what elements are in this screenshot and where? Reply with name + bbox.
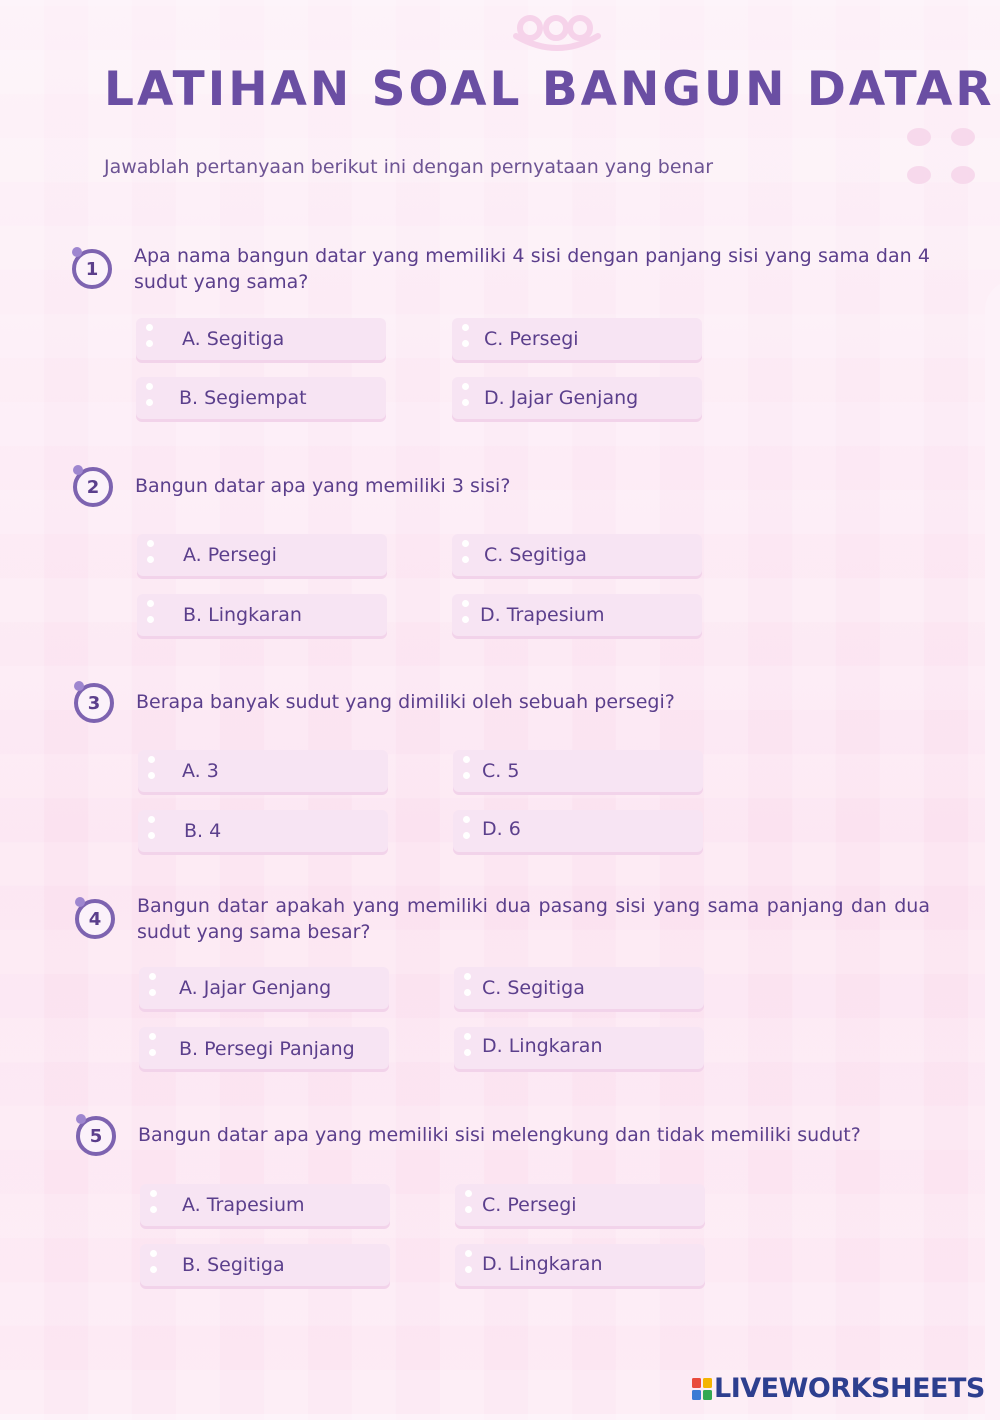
- answer-option-d[interactable]: [454, 1027, 704, 1069]
- question-number-badge: [72, 249, 112, 289]
- option-dots-icon: [150, 1190, 158, 1222]
- bow-decoration-icon: [512, 14, 602, 54]
- instruction-text: Jawablah pertanyaan berikut ini dengan pernyataan yang benar: [104, 156, 714, 178]
- option-label: C. Segitiga: [484, 544, 587, 566]
- option-label: C. 5: [482, 760, 520, 782]
- option-dots-icon: [463, 756, 471, 788]
- option-dots-icon: [463, 816, 471, 848]
- option-dots-icon: [462, 540, 470, 572]
- question-number: 5: [89, 1125, 103, 1147]
- option-label: D. Lingkaran: [482, 1253, 603, 1275]
- answer-option-a[interactable]: [138, 750, 388, 792]
- answer-option-a[interactable]: [140, 1184, 390, 1226]
- question-text: Bangun datar apakah yang memiliki dua pasang sisi yang sama panjang dan dua sudut yang sama besar?: [137, 895, 930, 943]
- option-dots-icon: [148, 756, 156, 788]
- option-label: D. 6: [482, 818, 521, 840]
- option-dots-icon: [148, 816, 156, 848]
- answer-option-c[interactable]: [453, 750, 703, 792]
- question-number-badge: [76, 1116, 116, 1156]
- option-label: D. Lingkaran: [482, 1035, 603, 1057]
- option-label: A. Trapesium: [182, 1194, 305, 1216]
- page-edge-decoration: [985, 280, 1000, 1420]
- option-label: A. 3: [182, 760, 219, 782]
- option-dots-icon: [464, 973, 472, 1005]
- option-dots-icon: [462, 383, 470, 415]
- option-label: B. Persegi Panjang: [179, 1038, 355, 1060]
- option-dots-icon: [149, 1033, 157, 1065]
- question-text: Berapa banyak sudut yang dimiliki oleh sebuah persegi?: [136, 691, 675, 713]
- option-label: D. Jajar Genjang: [484, 387, 639, 409]
- option-label: D. Trapesium: [480, 604, 605, 626]
- option-dots-icon: [465, 1190, 473, 1222]
- answer-option-d[interactable]: [452, 377, 702, 419]
- answer-option-b[interactable]: [137, 594, 387, 636]
- answer-option-b[interactable]: [138, 810, 388, 852]
- question-number: 1: [85, 258, 99, 280]
- option-label: B. 4: [184, 820, 222, 842]
- option-label: A. Segitiga: [182, 328, 285, 350]
- option-label: B. Segitiga: [182, 1254, 285, 1276]
- answer-option-c[interactable]: [452, 534, 702, 576]
- option-label: B. Lingkaran: [183, 604, 302, 626]
- question-number-badge: [73, 467, 113, 507]
- answer-option-a[interactable]: [139, 967, 389, 1009]
- answer-option-c[interactable]: [455, 1184, 705, 1226]
- option-dots-icon: [465, 1250, 473, 1282]
- answer-option-c[interactable]: [452, 318, 702, 360]
- option-label: A. Persegi: [183, 544, 277, 566]
- option-label: C. Segitiga: [482, 977, 585, 999]
- option-label: C. Persegi: [482, 1194, 577, 1216]
- option-dots-icon: [149, 973, 157, 1005]
- liveworksheets-brand[interactable]: [692, 1373, 985, 1404]
- answer-option-b[interactable]: [136, 377, 386, 419]
- option-dots-icon: [147, 600, 155, 632]
- option-dots-icon: [462, 324, 470, 356]
- question-number-badge: [75, 899, 115, 939]
- page-title: LATIHAN SOAL BANGUN DATAR: [104, 62, 995, 117]
- option-dots-icon: [150, 1250, 158, 1282]
- question-number: 3: [87, 692, 101, 714]
- dots-decoration-icon: [905, 125, 985, 189]
- question-number: 2: [86, 476, 100, 498]
- option-label: A. Jajar Genjang: [179, 977, 332, 999]
- option-label: C. Persegi: [484, 328, 579, 350]
- liveworksheets-logo-icon: [692, 1378, 712, 1400]
- answer-option-d[interactable]: [455, 1244, 705, 1286]
- question-text: Apa nama bangun datar yang memiliki 4 sisi dengan panjang sisi yang sama dan 4 sudut yang sama?: [134, 245, 930, 293]
- answer-option-a[interactable]: [137, 534, 387, 576]
- brand-name: LIVEWORKSHEETS: [714, 1373, 985, 1404]
- answer-option-d[interactable]: [453, 810, 703, 852]
- answer-option-c[interactable]: [454, 967, 704, 1009]
- option-dots-icon: [146, 383, 154, 415]
- answer-option-a[interactable]: [136, 318, 386, 360]
- option-label: B. Segiempat: [179, 387, 307, 409]
- answer-option-b[interactable]: [139, 1027, 389, 1069]
- option-dots-icon: [147, 540, 155, 572]
- question-number-badge: [74, 683, 114, 723]
- question-text: Bangun datar apa yang memiliki 3 sisi?: [135, 475, 511, 497]
- answer-option-d[interactable]: [452, 594, 702, 636]
- question-number: 4: [88, 908, 102, 930]
- option-dots-icon: [462, 600, 470, 632]
- option-dots-icon: [146, 324, 154, 356]
- question-text: Bangun datar apa yang memiliki sisi melengkung dan tidak memiliki sudut?: [138, 1124, 861, 1146]
- answer-option-b[interactable]: [140, 1244, 390, 1286]
- option-dots-icon: [464, 1033, 472, 1065]
